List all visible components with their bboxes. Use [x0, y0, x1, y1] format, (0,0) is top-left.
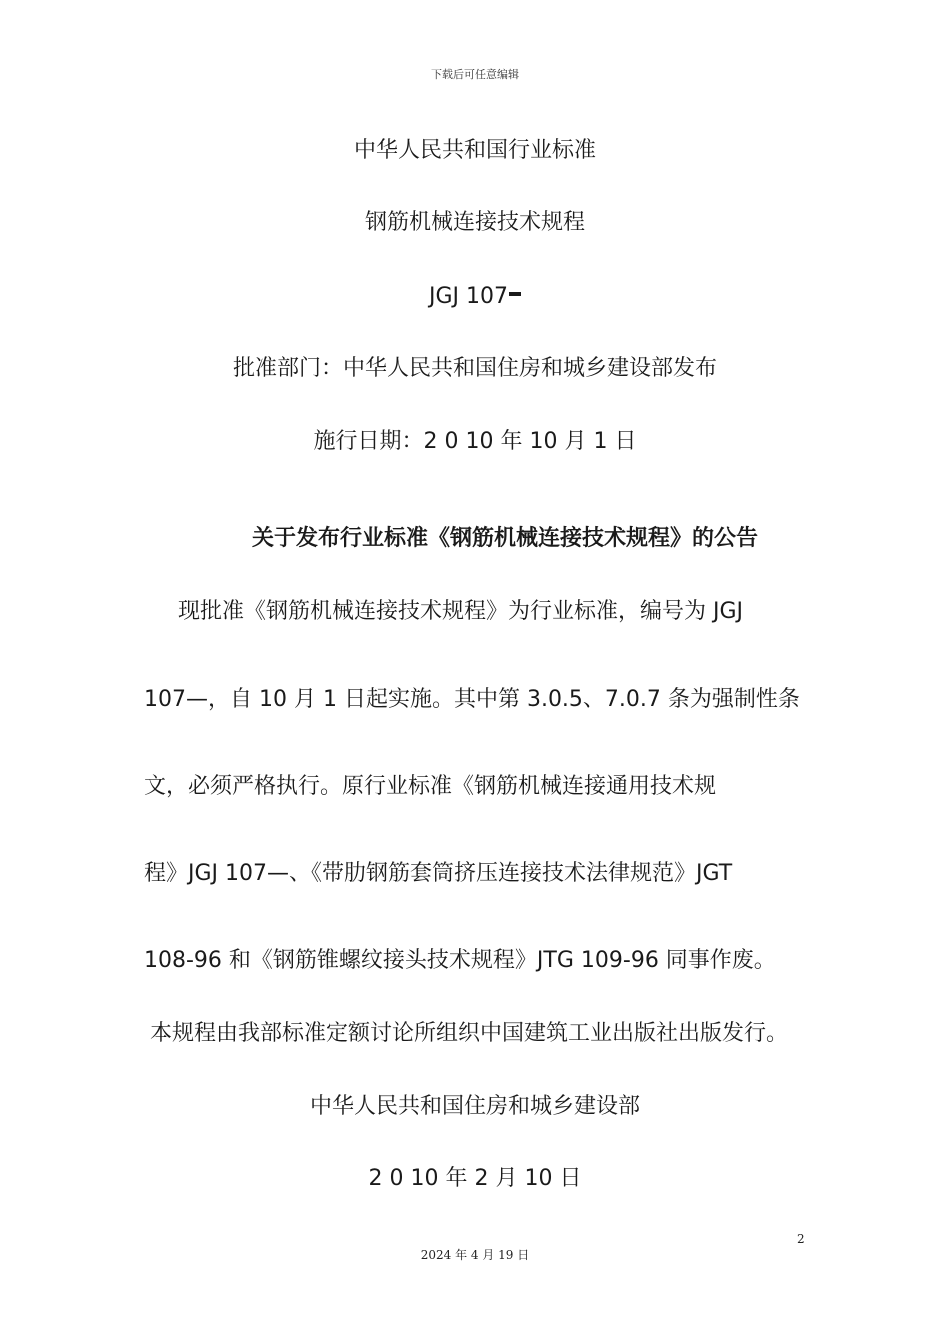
paragraph-line: 文，必须严格执行。原行业标准《钢筋机械连接通用技术规	[144, 774, 717, 799]
notice-title: 关于发布行业标准《钢筋机械连接技术规程》的公告	[252, 526, 759, 551]
sign-date: 2 0 10 年 2 月 10 日	[368, 1166, 582, 1191]
standard-code-line	[0, 282, 950, 312]
paragraph-line: 程》JGJ 107—、《带肋钢筋套筒挤压连接技术法律规范》JGT	[144, 861, 733, 886]
footer-date: 2024 年 4 月 19 日	[420, 1248, 530, 1262]
standard-code: JGJ 107	[428, 284, 508, 309]
paragraph-line: 107—，自 10 月 1 日起实施。其中第 3.0.5、7.0.7 条为强制性条	[144, 687, 800, 712]
paragraph-line: 108-96 和《钢筋锥螺纹接头技术规程》JTG 109-96 同事作废。	[144, 948, 776, 973]
publication-line: 本规程由我部标准定额讨论所组织中国建筑工业出版社出版发行。	[150, 1021, 789, 1046]
effective-date: 施行日期：2 0 10 年 10 月 1 日	[313, 429, 637, 454]
dash-mark	[509, 292, 521, 296]
header-note: 下载后可任意编辑	[431, 68, 519, 81]
page-number: 2	[797, 1232, 805, 1246]
paragraph-line: 现批准《钢筋机械连接技术规程》为行业标准，编号为 JGJ	[178, 599, 744, 624]
signature: 中华人民共和国住房和城乡建设部	[309, 1094, 640, 1119]
standard-type: 中华人民共和国行业标准	[353, 138, 596, 163]
standard-name: 钢筋机械连接技术规程	[364, 210, 585, 235]
approval-department: 批准部门：中华人民共和国住房和城乡建设部发布	[232, 356, 717, 381]
